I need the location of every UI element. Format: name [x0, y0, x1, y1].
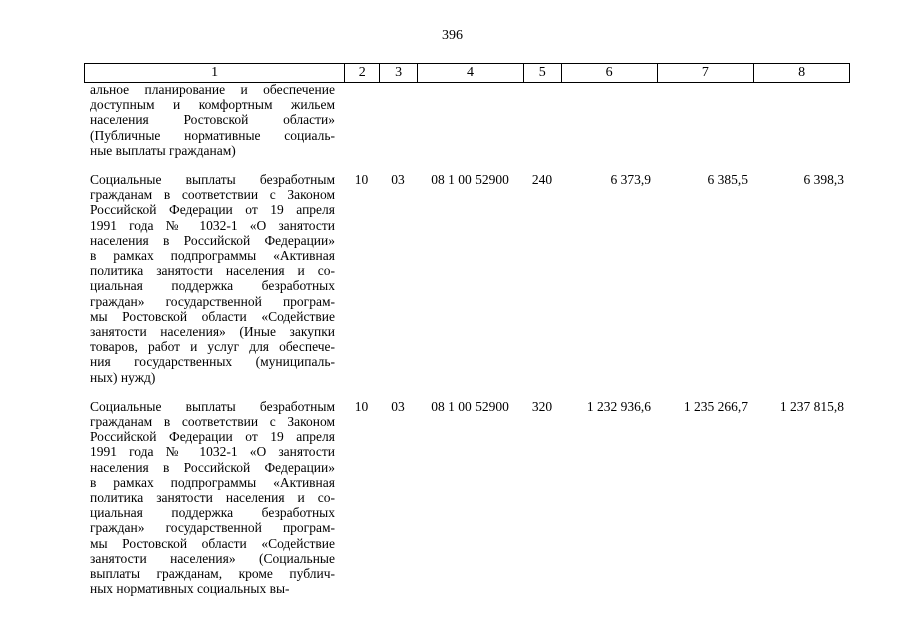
- subsection-code: [379, 82, 417, 158]
- amount-col-8: 6 398,3: [803, 172, 844, 188]
- amount-col-6: [561, 82, 657, 158]
- header-col-8: 8: [753, 64, 849, 82]
- description-line: циальная поддержка безработных: [90, 278, 335, 294]
- table-row: [84, 399, 850, 597]
- expense-type-code: [523, 82, 561, 158]
- description-line: гражданам в соответствии с Законом: [90, 187, 335, 203]
- description-line: Российской Федерации от 19 апреля: [90, 429, 335, 445]
- header-col-5: 5: [523, 64, 561, 82]
- header-col-3: 3: [379, 64, 417, 82]
- header-col-2: 2: [344, 64, 379, 82]
- description-line: в рамках подпрограммы «Активная: [90, 474, 335, 490]
- description-line: выплаты гражданам, кроме публич-: [90, 566, 335, 582]
- header-col-4: 4: [417, 64, 523, 82]
- amount-col-7: [657, 82, 754, 158]
- subsection-code: 03: [391, 172, 405, 188]
- description-line: ные выплаты гражданам): [90, 142, 236, 158]
- target-article-code: 08 1 00 52900: [431, 398, 509, 414]
- subsection-code: 03: [391, 398, 405, 414]
- description-line: населения Ростовской области»: [90, 112, 335, 128]
- table-row: [84, 172, 850, 385]
- table-header-row: [84, 63, 850, 83]
- description-line: (Публичные нормативные социаль-: [90, 127, 335, 143]
- description-line: товаров, работ и услуг для обеспече-: [90, 339, 335, 355]
- description-line: политика занятости населения и со-: [90, 263, 335, 279]
- description-line: занятости населения» (Социальные: [90, 550, 335, 566]
- table-body: [84, 82, 850, 597]
- description-line: мы Ростовской области «Содействие: [90, 308, 335, 324]
- description-line: ных) нужд): [90, 369, 156, 385]
- header-col-1: 1: [211, 65, 219, 80]
- description-line: ных нормативных социальных вы-: [90, 581, 290, 597]
- description-line: Социальные выплаты безработным: [90, 172, 335, 188]
- description-line: циальная поддержка безработных: [90, 505, 335, 521]
- target-article-code: 08 1 00 52900: [431, 172, 509, 188]
- amount-col-8: [754, 82, 850, 158]
- header-col-7: 7: [657, 64, 754, 82]
- row-description: [84, 399, 344, 597]
- description-line: гражданам в соответствии с Законом: [90, 414, 335, 430]
- amount-col-7: 1 235 266,7: [683, 398, 748, 414]
- budget-table: [84, 63, 850, 597]
- description-line: ния государственных (муниципаль-: [90, 354, 335, 370]
- amount-col-6: 6 373,9: [610, 172, 651, 188]
- expense-type-code: 320: [531, 398, 553, 414]
- description-line: граждан» государственной програм-: [90, 520, 335, 536]
- amount-col-6: 1 232 936,6: [586, 398, 651, 414]
- amount-col-7: 6 385,5: [707, 172, 748, 188]
- description-line: Социальные выплаты безработным: [90, 398, 335, 414]
- header-col-6: 6: [561, 64, 657, 82]
- description-line: в рамках подпрограммы «Активная: [90, 248, 335, 264]
- row-description: [84, 82, 344, 158]
- description-line: альное планирование и обеспечение: [90, 82, 335, 97]
- description-line: Российской Федерации от 19 апреля: [90, 202, 335, 218]
- description-line: политика занятости населения и со-: [90, 490, 335, 506]
- description-line: доступным и комфортным жильем: [90, 97, 335, 113]
- description-line: мы Ростовской области «Содействие: [90, 535, 335, 551]
- description-line: 1991 года № 1032-1 «О занятости: [90, 217, 335, 233]
- target-article-code: [417, 82, 523, 158]
- section-code: 10: [354, 398, 369, 414]
- description-line: населения в Российской Федерации»: [90, 232, 335, 248]
- section-code: [344, 82, 379, 158]
- table-row: [84, 82, 850, 158]
- description-line: занятости населения» (Иные закупки: [90, 324, 335, 340]
- description-line: 1991 года № 1032-1 «О занятости: [90, 444, 335, 460]
- description-line: граждан» государственной програм-: [90, 293, 335, 309]
- amount-col-8: 1 237 815,8: [779, 398, 844, 414]
- expense-type-code: 240: [531, 172, 553, 188]
- page-number: 396: [442, 28, 463, 43]
- row-description: [84, 172, 344, 385]
- description-line: населения в Российской Федерации»: [90, 459, 335, 475]
- section-code: 10: [354, 172, 369, 188]
